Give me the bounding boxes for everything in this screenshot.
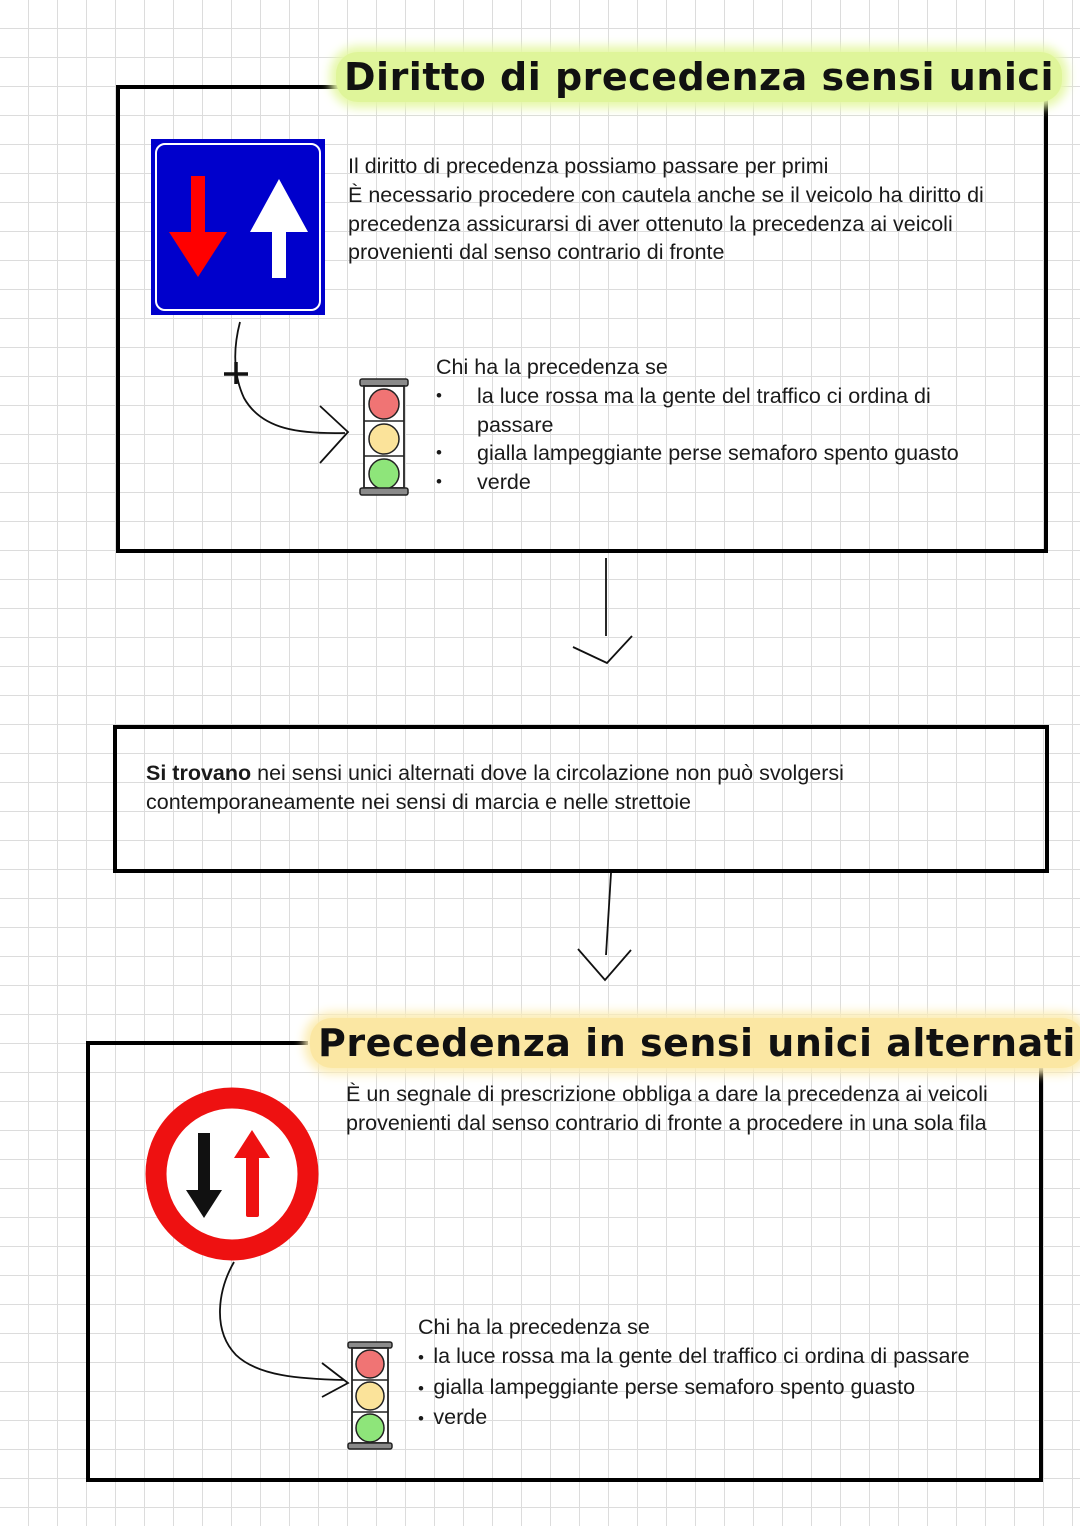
list-item: • gialla lampeggiante perse semaforo spento guasto [436,439,1036,468]
list-item [418,1342,1028,1373]
list-item: • la luce rossa ma la gente del traffico ci ordina di passare [436,382,997,440]
section1-description-line2: È necessario procedere con cautela anche se il veicolo ha diritto di precedenza assicurarsi di aver ottenuto la precedenza ai veicoli provenienti dal senso contrario di fronte [348,182,984,265]
traffic-light-icon [346,1340,394,1452]
section1-description-line1: Il diritto di precedenza possiamo passare per primi [348,154,829,178]
section2-description: È un segnale di prescrizione obbliga a dare la precedenza ai veicoli provenienti dal senso contrario di fronte a procedere in una sola fila [346,1082,988,1135]
list-item-text: verde [433,1405,488,1430]
middle-text-bold: Si trovano [146,761,252,785]
section2-title: Precedenza in sensi unici alternati [310,1018,1080,1068]
middle-text-body: nei sensi unici alternati dove la circolazione non può svolgersi contemporaneamente nei sensi di marcia e nelle strettoie [146,761,844,814]
list-item-text: la luce rossa ma la gente del traffico ci ordina di passare [433,1343,970,1368]
list-item-text: gialla lampeggiante perse semaforo spento guasto [433,1374,916,1399]
section2-traffic-light-list [418,1342,1028,1434]
list-item [418,1403,1028,1434]
list-item [418,1373,1028,1404]
section2-traffic-light-heading: Chi ha la precedenza se [418,1315,650,1339]
section2-traffic-light-text [418,1313,1028,1434]
section1-title: Diritto di precedenza sensi unici [336,52,1062,102]
section1-traffic-light-heading: Chi ha la precedenza se [436,355,668,379]
list-item: • verde [436,468,1036,497]
